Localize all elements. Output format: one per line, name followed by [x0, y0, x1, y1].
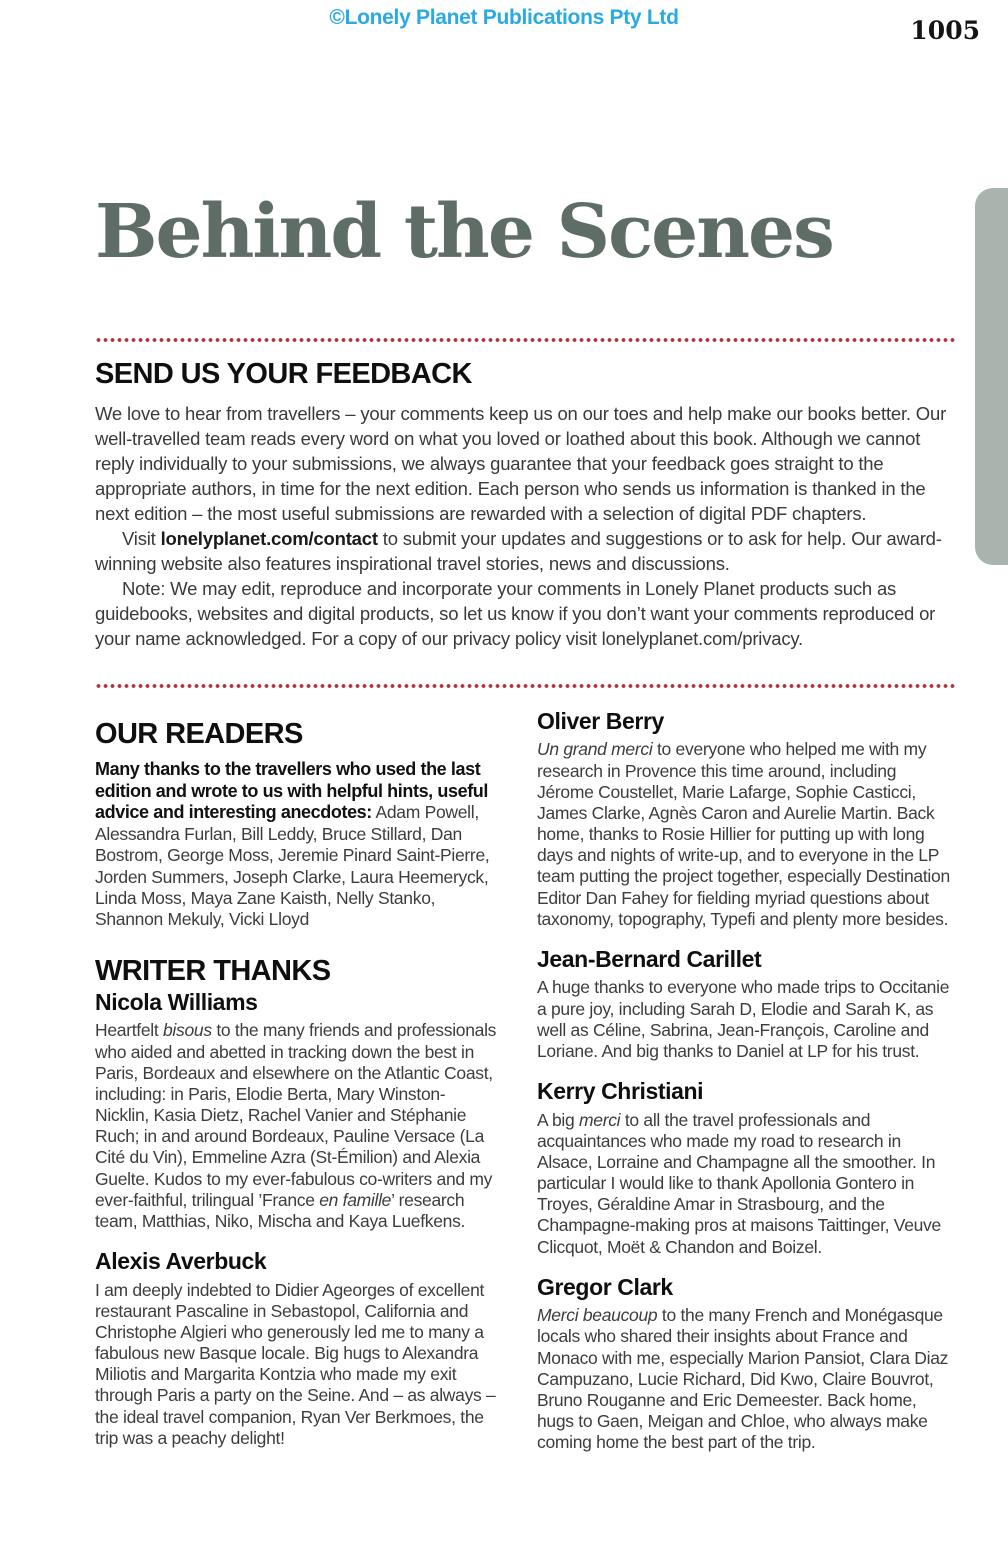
- writer-block: [95, 989, 497, 1232]
- writer-name: Jean-Bernard Carillet: [537, 945, 762, 972]
- page-content: [95, 190, 955, 1453]
- writer-paragraph: A big merci to all the travel professionals and acquaintances who made my road to research in Alsace, Lorraine and Champagne all the smoother. In particular I would like to thank Apollonia Gontero in Troyes, Géraldine Amar in Strasbourg, and the Champagne-making pros at maisons Taittinger, Veuve Clicquot, Moët & Chandon and Boizel.: [537, 1109, 941, 1257]
- writer-block: [537, 708, 955, 930]
- feedback-paragraph-2: [95, 526, 955, 576]
- dotted-separator: [95, 337, 955, 343]
- writer-name: Nicola Williams: [95, 988, 258, 1015]
- feedback-heading: SEND US YOUR FEEDBACK: [95, 358, 472, 391]
- feedback-paragraph-2-lead: Visit: [122, 527, 161, 549]
- page-title: Behind the Scenes: [95, 189, 833, 275]
- writer-paragraph: Un grand merci to everyone who helped me with my research in Provence this time around, including Jérome Coustellet, Marie Lafarge, Sophie Casticci, James Clarke, Agnès Caron and Aurelie Martin. Back home, thanks to Rosie Hillier for putting up with long days and nights of write-up, and to everyone in the LP team putting the project together, especially Destination Editor Dan Fahey for fielding myriad questions about taxonomy, topography, Typefi and plenty more besides.: [537, 739, 950, 929]
- writer-name: Oliver Berry: [537, 707, 664, 734]
- dotted-separator: [95, 683, 955, 689]
- contact-url: lonelyplanet.com/contact: [160, 527, 378, 549]
- writer-name: Gregor Clark: [537, 1273, 673, 1300]
- readers-intro: Many thanks to the travellers who used the last edition and wrote to us with helpful hints, useful advice and interesting anecdotes:: [95, 758, 488, 823]
- left-column: [95, 703, 497, 1453]
- chapter-thumb-tab: [975, 188, 1008, 565]
- writer-paragraph: A huge thanks to everyone who made trips to Occitanie a pure joy, including Sarah D, Elodie and Sarah K, as well as Céline, Sabrina, Jean-François, Caroline and Loriane. And big thanks to Daniel at LP for his trust.: [537, 977, 950, 1061]
- writer-paragraph: Heartfelt bisous to the many friends and professionals who aided and abetted in tracking down the best in Paris, Bordeaux and elsewhere on the Atlantic Coast, including: in Paris, Elodie Berta, Mary Winston-Nicklin, Kasia Dietz, Rachel Vanier and Stéphanie Ruch; in and around Bordeaux, Pauline Versace (La Cité du Vin), Emmeline Azra (St-Émilion) and Alexia Guelte. Kudos to my ever-fabulous co-writers and my ever-faithful, trilingual ’France en famille’ research team, Matthias, Niko, Mischa and Kaya Luefkens.: [95, 1020, 497, 1231]
- writer-name: Alexis Averbuck: [95, 1248, 267, 1275]
- feedback-paragraph-2-rest: to submit your updates and suggestions or to ask for help. Our award-winning website also features inspirational travel stories, news and discussions.: [95, 527, 942, 574]
- readers-names: Adam Powell, Alessandra Furlan, Bill Leddy, Bruce Stillard, Dan Bostrom, George Moss, Jeremie Pinard Saint-Pierre, Jorden Summers, Joseph Clarke, Laura Heemeryck, Linda Moss, Maya Zane Kaisth, Nelly Stanko, Shannon Mekuly, Vicki Lloyd: [95, 802, 490, 929]
- writer-paragraph: Merci beaucoup to the many French and Monégasque locals who shared their insights about France and Monaco with me, especially Marion Pansiot, Clara Diaz Campuzano, Lucie Richard, Did Kwo, Claire Bouvrot, Bruno Rouganne and Eric Demeester. Back home, hugs to Gaen, Meigan and Chloe, who always make coming home the best part of the trip.: [537, 1305, 949, 1453]
- writer-name: Kerry Christiani: [537, 1078, 704, 1105]
- copyright-notice: ©Lonely Planet Publications Pty Ltd: [329, 6, 679, 29]
- writer-block: [95, 1248, 497, 1449]
- left-writers: [95, 989, 497, 1449]
- writer-block: [537, 946, 955, 1062]
- writer-paragraph: I am deeply indebted to Didier Ageorges of excellent restaurant Pascaline in Sebastopol, California and Christophe Algieri who generously led me to many a fabulous new Basque locale. Big hugs to Alexandra Miliotis and Margarita Kontzia who made my exit through Paris a party on the Seine. And – as always – the ideal travel companion, Ryan Ver Berkmoes, the trip was a peachy delight!: [95, 1279, 496, 1448]
- writer-thanks-heading: WRITER THANKS: [95, 955, 331, 988]
- our-readers-heading: OUR READERS: [95, 717, 303, 750]
- writer-block: [537, 1274, 955, 1454]
- feedback-paragraph-3: Note: We may edit, reproduce and incorporate your comments in Lonely Planet products such as guidebooks, websites and digital products, so let us know if you don’t want your comments reproduced or your name acknowledged. For a copy of our privacy policy visit lonelyplanet.com/privacy.: [95, 577, 936, 649]
- right-writers: [537, 708, 955, 1453]
- right-column: [537, 703, 955, 1453]
- two-column-area: [95, 703, 955, 1453]
- feedback-section: [95, 359, 955, 651]
- feedback-paragraph-1: We love to hear from travellers – your comments keep us on our toes and help make our books better. Our well-travelled team reads every word on what you loved or loathed about this book. Although we cannot reply individually to your submissions, we always guarantee that your feedback goes straight to the appropriate authors, in time for the next edition. Each person who sends us information is thanked in the next edition – the most useful submissions are rewarded with a selection of digital PDF chapters.: [95, 402, 947, 524]
- page-number: 1005: [910, 16, 980, 45]
- readers-paragraph: [95, 759, 497, 930]
- writer-block: [537, 1078, 955, 1258]
